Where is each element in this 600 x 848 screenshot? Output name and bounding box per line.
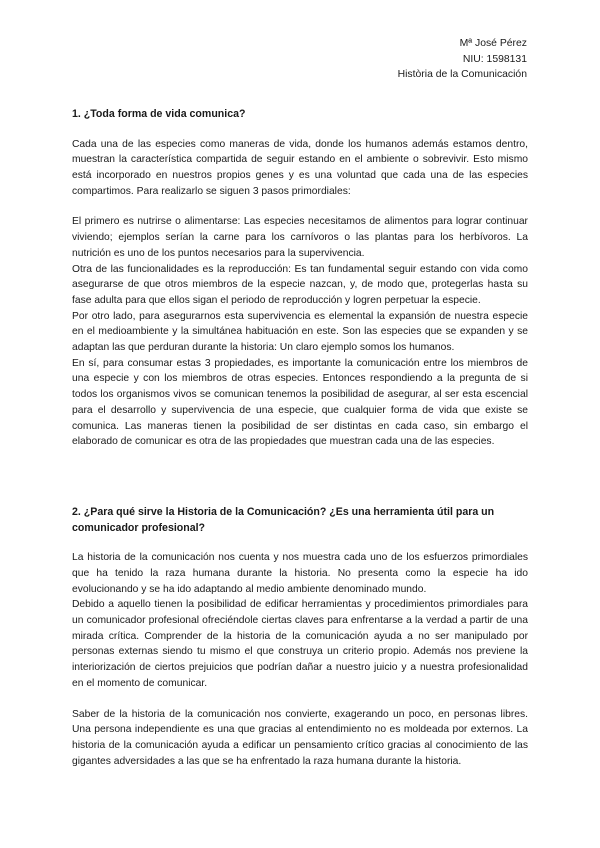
document-header	[398, 36, 527, 83]
paragraph: Debido a aquello tienen la posibilidad de edificar herramientas y procedimientos primordiales para un comunicador profesional ofreciéndole ciertas claves para enfrentarse a la verdad a partir de una mirada crítica. Comprender de la historia de la comunicación ayuda a no ser manipulado por personas externas siendo tu mismo el que construya un criterio propio. Además nos previene la interiorización de ciertos prejuicios que podrían dañar a nuestro juicio y a nuestra profesionalidad en el momento de comunicar.	[72, 599, 528, 689]
section-1	[72, 107, 528, 450]
paragraph: El primero es nutrirse o alimentarse: Las especies necesitamos de alimentos para lograr continuar viviendo; ejemplos serían la carne para los carnívoros o las plantas para los herbívoros. La nutrición es uno de los puntos necesarios para la supervivencia.	[72, 216, 528, 259]
paragraph: Otra de las funcionalidades es la reproducción: Es tan fundamental seguir estando con vida como asegurarse de que otros miembros de la especie nazcan, y, de modo que, protegerlas hasta su fase adulta para que ellos sigan el periodo de reproducción y logren perpetuar la especie.	[72, 263, 528, 306]
course-title: Història de la Comunicación	[397, 69, 527, 81]
paragraph: La historia de la comunicación nos cuenta y nos muestra cada uno de los esfuerzos primordiales que ha tenido la raza humana durante la historia. No presenta como la especie ha ido evolucionando y se ha ido adaptando al medio ambiente denominado mundo.	[72, 552, 528, 595]
paragraph: En sí, para consumar estas 3 propiedades, es importante la comunicación entre los miembros de una especie y con los miembros de otras especies. Entonces respondiendo a la pregunta de si todos los organismos vivos se comunican tenemos la posibilidad de asegurar, al ser esta escencial para el desarrollo y supervivencia de una especie, que cualquier forma de vida que existe se comunica. Las maneras tienen la posibilidad de ser distintas en cada caso, sin embargo el elaborado de comunicar es otra de las propiedades que muestran cada una de las especies.	[72, 357, 528, 448]
paragraph: Cada una de las especies como maneras de vida, donde los humanos además estamos dentro, muestran la característica compartida de seguir estando en el ambiente o sobrevivir. Esto mismo está incorporado en nuestros propios genes y es una voluntad que cada una de las especies compartimos. Para realizarlo se siguen 3 pasos primordiales:	[72, 138, 528, 197]
paragraph: Por otro lado, para asegurarnos esta supervivencia es elemental la expansión de nuestra especie en el medioambiente y la simultánea habituación en este. Son las especies que se expanden y se adaptan las que perduran durante la historia: Un claro ejemplo somos los humanos.	[72, 310, 528, 354]
student-niu: NIU: 1598131	[462, 53, 527, 65]
paragraph: Saber de la historia de la comunicación nos convierte, exagerando un poco, en personas libres. Una persona independiente es una que gracias al entendimiento no es moldeada por externos. La historia de la comunicación ayuda a edificar un pensamiento crítico gracias al conocimiento de las gigantes adversidades a las que se ha enfrentado la raza humana durante la historia.	[72, 708, 528, 767]
section-2	[72, 505, 528, 769]
section-2-heading: 2. ¿Para qué sirve la Historia de la Comunicación? ¿Es una herramienta útil para un comunicador profesional?	[72, 506, 495, 534]
section-1-heading: 1. ¿Toda forma de vida comunica?	[72, 108, 246, 120]
author-name: Mª José Pérez	[459, 38, 527, 49]
